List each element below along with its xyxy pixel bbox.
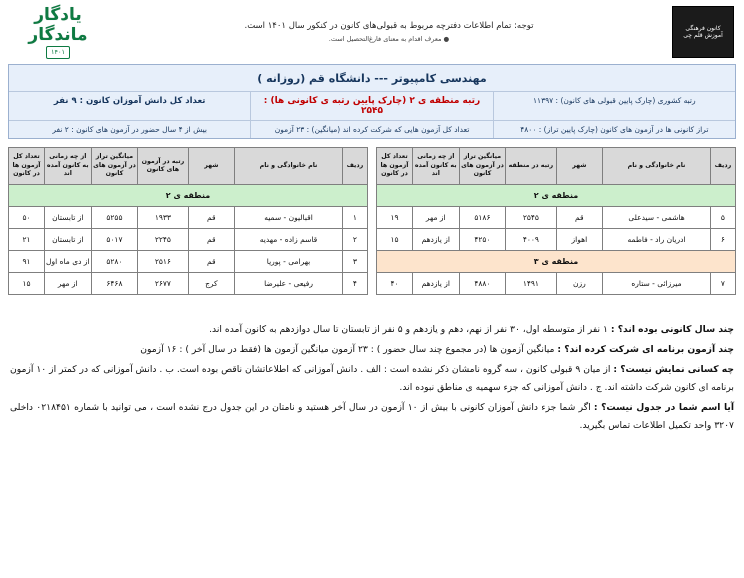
cell-name: هاشمی - سیدعلی xyxy=(603,207,711,229)
cell-name: اقبالیون - سمیه xyxy=(235,207,343,229)
th-city: شهر xyxy=(556,148,603,185)
banner-student-count: تعداد کل دانش آموزان کانون : ۹ نفر xyxy=(53,96,206,106)
cell-avg: ۵۲۵۵ xyxy=(91,207,138,229)
cell-city: قم xyxy=(188,207,235,229)
header-note-line2: ● معرف اقدام به معنای فارغ‌التحصیل است. xyxy=(328,34,450,43)
program-banner xyxy=(8,64,736,139)
cell-since: از یازدهم xyxy=(412,229,459,251)
zone-label-3: منطقه ی ۳ xyxy=(377,251,736,273)
faq-item xyxy=(10,321,734,339)
cell-rank: ۲۵۴۵ xyxy=(506,207,556,229)
cell-index: ۷ xyxy=(710,273,735,295)
cell-city: قم xyxy=(188,251,235,273)
kanoon-logo: کانون فرهنگی آموزش قلم چی xyxy=(672,6,734,58)
cell-total: ۱۵ xyxy=(9,273,45,295)
zone-divider-row xyxy=(9,185,368,207)
page-header xyxy=(0,0,744,62)
cell-name: رفیعی - علیرضا xyxy=(235,273,343,295)
th-since: از چه زمانی به کانون آمده اند xyxy=(44,148,91,185)
banner-row-2 xyxy=(9,120,735,138)
table-row xyxy=(9,251,368,273)
faq-question: چند سال کانونی بوده اند؟ : xyxy=(610,324,734,335)
cell-total: ۹۱ xyxy=(9,251,45,273)
cell-total: ۱۹ xyxy=(377,207,413,229)
cell-rank: ۲۵۱۶ xyxy=(138,251,188,273)
banner-taraz: تراز کانونی ها در آزمون های کانون (چارک پایین تراز) : ۴۸۰۰ xyxy=(493,121,735,138)
cell-city: کرج xyxy=(188,273,235,295)
zone-divider-row xyxy=(377,185,736,207)
th-since: از چه زمانی به کانون آمده اند xyxy=(412,148,459,185)
banner-four-year: بیش از ۴ سال حضور در آزمون های کانون : ۲ نفر xyxy=(52,125,207,134)
brand-year: ۱۴۰۱ xyxy=(46,46,70,59)
th-total: تعداد کل آزمون ها در کانون xyxy=(9,148,45,185)
faq-answer: میانگین آزمون ها (در مجموع چند سال حضور ) : ۲۳ آزمون میانگین آزمون ها (فقط در سال آخر ) : ۱۶ آزمون xyxy=(140,343,558,355)
faq-item xyxy=(10,361,734,397)
th-city: شهر xyxy=(188,148,235,185)
cell-rank: ۱۴۹۱ xyxy=(506,273,556,295)
table-row xyxy=(377,273,736,295)
cell-rank: ۲۲۴۵ xyxy=(138,229,188,251)
th-avg: میانگین تراز در آزمون های کانون xyxy=(91,148,138,185)
th-avg: میانگین تراز در آزمون های کانون xyxy=(459,148,506,185)
cell-city: قم xyxy=(556,207,603,229)
cell-index: ۴ xyxy=(342,273,367,295)
cell-city: اهواز xyxy=(556,229,603,251)
cell-total: ۵۰ xyxy=(9,207,45,229)
banner-exam-count: تعداد کل آزمون هایی که شرکت کرده اند (میانگین) : ۲۳ آزمون xyxy=(250,121,492,138)
cell-rank: ۴۰۰۹ xyxy=(506,229,556,251)
cell-name: قاسم زاده - مهدیه xyxy=(235,229,343,251)
cell-index: ۵ xyxy=(710,207,735,229)
cell-avg: ۵۰۱۷ xyxy=(91,229,138,251)
th-name: نام خانوادگی و نام xyxy=(235,148,343,185)
brand-block xyxy=(10,5,106,59)
cell-avg: ۴۸۸۰ xyxy=(459,273,506,295)
faq-item xyxy=(10,341,734,359)
faq-answer: ۱ نفر از متوسطه اول، ۳۰ نفر از نهم، دهم و یازدهم و ۵ نفر از تابستان تا سال دوازدهم به کانون آمده اند. xyxy=(209,324,611,335)
faq-block xyxy=(10,321,734,435)
table-header-row xyxy=(377,148,736,185)
cell-avg: ۶۴۶۸ xyxy=(91,273,138,295)
cell-index: ۱ xyxy=(342,207,367,229)
th-index: ردیف xyxy=(342,148,367,185)
program-title: مهندسی کامپیوتر --- دانشگاه قم (روزانه ) xyxy=(257,72,487,85)
cell-name: بهرامی - پوریا xyxy=(235,251,343,273)
cell-since: از تابستان xyxy=(44,229,91,251)
th-name: نام خانوادگی و نام xyxy=(603,148,711,185)
brand-title: یادگار ماندگار xyxy=(28,5,88,45)
cell-name: میرزائی - ستاره xyxy=(603,273,711,295)
cell-index: ۳ xyxy=(342,251,367,273)
banner-row-1 xyxy=(9,91,735,120)
faq-question: آیا اسم شما در جدول نیست؟ : xyxy=(593,401,735,413)
cell-rank: ۲۶۷۷ xyxy=(138,273,188,295)
zone-divider-row xyxy=(377,251,736,273)
tables-container xyxy=(8,147,736,295)
cell-total: ۲۱ xyxy=(9,229,45,251)
cell-index: ۲ xyxy=(342,229,367,251)
zone-label-2: منطقه ی ۲ xyxy=(377,185,736,207)
cell-name: ادریان راد - فاطمه xyxy=(603,229,711,251)
cell-index: ۶ xyxy=(710,229,735,251)
faq-answer: اگر شما جزء دانش آموزان کانونی با بیش از ۱۰ آزمون در سال آخر هستید و نامتان در این جدول درج نشده است ، می توانید با شماره ۰۲۱۸۴۵۱ داخلی ۳۲۰۷ واحد تکمیل اطلاعات تماس بگیرید. xyxy=(10,401,734,431)
cell-since: از مهر xyxy=(412,207,459,229)
cell-total: ۱۵ xyxy=(377,229,413,251)
th-rank: رتبه در منطقه xyxy=(506,148,556,185)
th-rank: رتبه در آزمون های کانون xyxy=(138,148,188,185)
table-header-row xyxy=(9,148,368,185)
cell-avg: ۵۲۸۰ xyxy=(91,251,138,273)
faq-answer: از میان ۹ قبولی کانون ، سه گروه نامشان ذکر نشده است : الف . دانش آموزانی که اطلاعاتشان ناقص بوده است. ب . دانش آموزانی که در کمتر از ۱۰ آزمون برنامه ای کانون شرکت داشته اند. ج . دانش آموزانی که جزء سهمیه ی مناطق نبوده اند. xyxy=(10,363,734,393)
th-index: ردیف xyxy=(710,148,735,185)
table-row xyxy=(9,273,368,295)
students-table-left xyxy=(376,147,736,295)
banner-national-rank: رتبه کشوری (چارک پایین قبولی های کانون) : ۱۱۳۹۷ xyxy=(493,92,735,120)
th-total: تعداد کل آزمون ها در کانون xyxy=(377,148,413,185)
table-row xyxy=(377,229,736,251)
table-row xyxy=(9,229,368,251)
faq-question: چند آزمون برنامه ای شرکت کرده اند؟ : xyxy=(557,343,734,355)
header-note xyxy=(106,19,672,44)
zone-label-2: منطقه ی ۲ xyxy=(9,185,368,207)
header-note-line1: توجه: تمام اطلاعات دفترچه مربوط به قبولی‌های کانون در کنکور سال ۱۴۰۱ است. xyxy=(244,21,534,32)
faq-item xyxy=(10,399,734,435)
cell-avg: ۴۲۵۰ xyxy=(459,229,506,251)
banner-zone2-rank: رتبه منطقه ی ۲ (چارک پایین رتبه ی کانونی ها) : ۲۵۴۵ xyxy=(250,92,492,120)
cell-avg: ۵۱۸۶ xyxy=(459,207,506,229)
cell-since: از یازدهم xyxy=(412,273,459,295)
cell-city: قم xyxy=(188,229,235,251)
cell-since: از مهر xyxy=(44,273,91,295)
cell-city: رزن xyxy=(556,273,603,295)
students-table-right xyxy=(8,147,368,295)
cell-total: ۴۰ xyxy=(377,273,413,295)
cell-rank: ۱۹۳۳ xyxy=(138,207,188,229)
cell-since: از دی ماه اول xyxy=(44,251,91,273)
faq-question: چه کسانی نمایش نیست؟ : xyxy=(613,363,735,375)
table-row xyxy=(377,207,736,229)
cell-since: از تابستان xyxy=(44,207,91,229)
table-row xyxy=(9,207,368,229)
